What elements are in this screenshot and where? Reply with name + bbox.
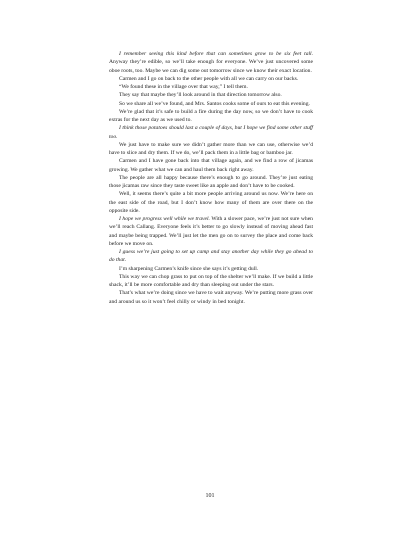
paragraph-italic: I think those potatoes should last a couple of days, but I hope we find some other stuff too.	[109, 125, 313, 140]
paragraph: This way we can chop grass to put on top of the shelter we’ll make. If we build a little shack, it’ll be more comfortable and dry than sleeping out under the stars.	[109, 273, 313, 288]
paragraph	[109, 215, 313, 248]
page-number: 101	[205, 493, 215, 499]
paragraph: “We found these in the village over that way,” I tell them.	[119, 84, 248, 90]
paragraph-tail: With a slower pace, we’re just not sure when we’ll reach Callang. Everyone feels it’s better to go slowly instead of moving ahead fast and maybe being trapped. We’ll just let the men go on to survey the place and come back before we move on.	[109, 216, 313, 247]
paragraph: So we share all we’ve found, and Mrs. Santos cooks some of ours to eat this evening.	[119, 100, 310, 107]
paragraph: Well, it seems there’s quite a bit more people arriving around us now. We’re here on the east side of the road, but I don’t know how many of them are over there on the opposite side.	[109, 191, 313, 214]
paragraph: Carmen and I go on back to the other people with all we can carry on our backs.	[119, 75, 299, 82]
paragraph-italic: I guess we’re just going to set up camp and stay another day while they go ahead to do that.	[109, 249, 313, 264]
paragraph-tail: Anyway they’re edible, so we’ll take enough for everyone. We’ve just uncovered some oboe roots, too. Maybe we can dig some out tomorrow since we know their exact location.	[109, 59, 313, 74]
paragraph: We just have to make sure we didn’t gather more than we can use, otherwise we’d have to slice and dry them. If we do, we’ll pack them in a little bag or bamboo jar.	[109, 141, 313, 156]
paragraph: Carmen and I have gone back into that village again, and we find a row of jicamas growing. We gather what we can and haul them back right away.	[109, 158, 313, 173]
paragraph: The people are all happy because there’s enough to go around. They’re just eating those jicamas raw since they taste sweet like an apple and don’t have to be cooked.	[109, 174, 313, 189]
paragraph: They say that maybe they’ll look around in that direction tomorrow also.	[119, 92, 282, 99]
italic-thought: I remember seeing this kind before that can sometimes grow to be six feet tall.	[119, 51, 313, 57]
paragraph: That’s what we’re doing since we have to wait anyway. We’re putting more grass over and around us so it won’t feel chilly or windy in bed tonight.	[109, 290, 313, 305]
page-body	[109, 50, 313, 306]
paragraph: We’re glad that it’s safe to build a fire during the day now, so we don’t have to cook extras for the next day as we used to.	[109, 108, 313, 123]
italic-thought: I hope we progress well while we travel.	[119, 216, 210, 222]
paragraph	[109, 50, 313, 75]
paragraph: I’m sharpening Carmen’s knife since she says it’s getting dull.	[119, 265, 259, 272]
